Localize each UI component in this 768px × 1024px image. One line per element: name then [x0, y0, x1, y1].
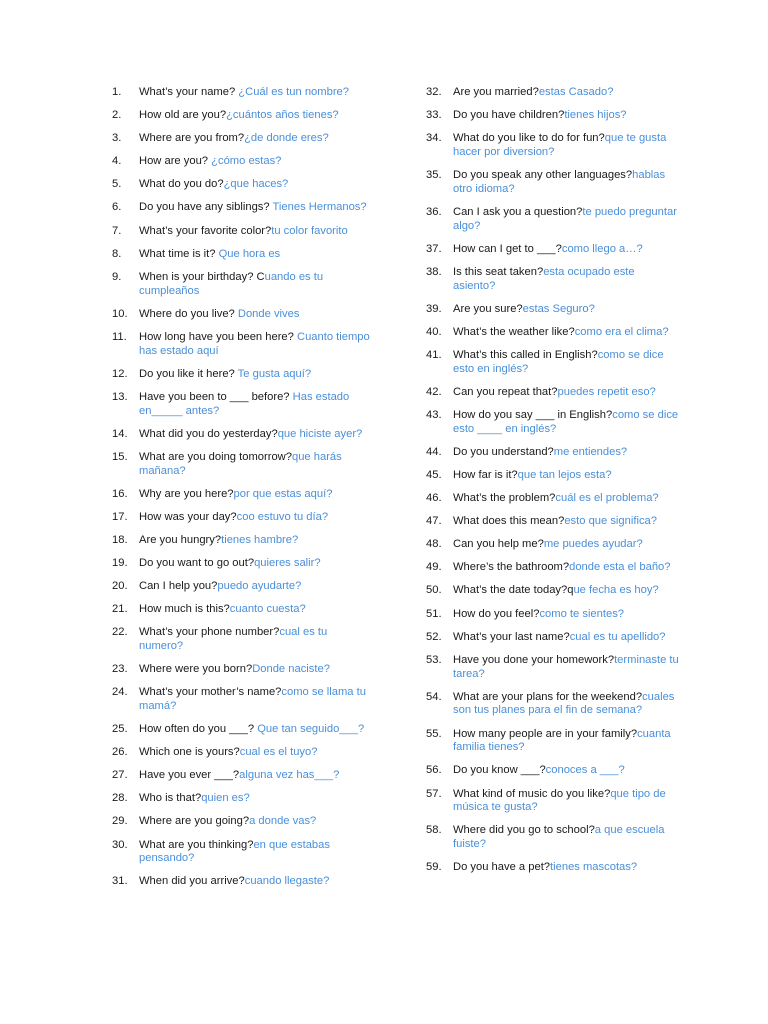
item-text [453, 538, 680, 552]
item-text [139, 428, 374, 442]
item-number: 5. [112, 178, 122, 191]
item-text [453, 492, 680, 506]
spanish-translation: como llego a…? [561, 242, 643, 255]
list-item [112, 557, 374, 571]
spanish-translation: que harás mañana? [139, 450, 342, 477]
item-text [139, 132, 374, 146]
list-item [426, 469, 680, 483]
english-question: What’s your phone number? [139, 626, 280, 639]
list-item [112, 603, 374, 617]
spanish-translation: me puedes ayudar? [543, 538, 643, 551]
item-text [453, 561, 680, 575]
english-question: Can you help me? [453, 538, 544, 551]
english-question: Where’s the bathroom? [453, 561, 570, 574]
item-number: 3. [112, 132, 122, 145]
english-question: Are you sure? [453, 302, 523, 315]
item-text [453, 86, 680, 100]
item-text [453, 584, 680, 598]
english-question: Where did you go to school? [453, 824, 595, 837]
item-number: 23. [112, 663, 128, 676]
english-question: How are you? [139, 155, 212, 168]
english-question: What time is it? [139, 247, 219, 260]
item-text [139, 603, 374, 617]
item-text [453, 409, 680, 437]
item-text [139, 201, 374, 215]
english-question: Where are you going? [139, 815, 250, 828]
item-text [139, 557, 374, 571]
english-question: What does this mean? [453, 515, 565, 528]
english-question: What’s the date today?q [453, 584, 574, 597]
item-text [453, 788, 680, 816]
english-question: How was your day? [139, 510, 237, 523]
spanish-translation: estas Seguro? [522, 302, 595, 315]
item-number: 35. [426, 169, 442, 182]
spanish-translation: a donde vas? [249, 815, 317, 828]
list-item [426, 326, 680, 340]
english-question: How can I get to ___? [453, 242, 562, 255]
item-text [139, 663, 374, 677]
right-column [426, 86, 680, 884]
list-item [426, 691, 680, 719]
item-number: 25. [112, 723, 128, 736]
list-item [112, 815, 374, 829]
item-number: 53. [426, 653, 442, 666]
english-question: Where do you live? [139, 307, 238, 320]
spanish-translation: hablas otro idioma? [453, 169, 666, 195]
item-number: 22. [112, 626, 128, 639]
item-number: 40. [426, 325, 442, 338]
spanish-translation: coo estuvo tu día? [236, 510, 329, 523]
list-item [426, 788, 680, 816]
item-text [139, 626, 374, 654]
english-question: Do you speak any other languages? [453, 169, 633, 182]
spanish-translation: cual es tu apellido? [569, 630, 666, 643]
item-text [139, 271, 374, 299]
item-number: 46. [426, 492, 442, 505]
spanish-translation: que hiciste ayer? [277, 427, 363, 440]
item-text [139, 368, 374, 382]
spanish-translation: como era el clima? [574, 325, 669, 338]
english-question: Are you married? [453, 86, 539, 98]
list-item [112, 769, 374, 783]
english-question: What are you thinking? [139, 838, 254, 851]
list-item [112, 723, 374, 737]
spanish-translation: tienes hijos? [564, 109, 627, 122]
list-item [426, 492, 680, 506]
item-text [139, 792, 374, 806]
item-number: 26. [112, 746, 128, 759]
item-text [139, 746, 374, 760]
spanish-translation: terminaste tu tarea? [453, 653, 679, 680]
item-text [453, 824, 680, 852]
english-question: When is your birthday? C [139, 270, 265, 283]
item-text [139, 839, 374, 867]
list-item [112, 155, 374, 169]
english-question: What are you doing tomorrow? [139, 450, 292, 463]
english-question: Do you have children? [453, 109, 565, 122]
item-number: 18. [112, 533, 128, 546]
item-text [453, 631, 680, 645]
item-number: 30. [112, 838, 128, 851]
spanish-translation: conoces a ___? [545, 764, 625, 777]
item-number: 11. [112, 330, 127, 343]
list-item [112, 580, 374, 594]
english-question: How long have you been here? [139, 330, 297, 343]
item-number: 44. [426, 445, 442, 458]
item-text [453, 349, 680, 377]
english-question: What do you like to do for fun? [453, 132, 605, 145]
list-item [426, 243, 680, 257]
item-number: 58. [426, 824, 442, 837]
spanish-translation: cuando llegaste? [244, 875, 330, 888]
english-question: How often do you ___? [139, 723, 258, 736]
list-item [426, 169, 680, 197]
item-text [139, 178, 374, 192]
item-text [453, 243, 680, 257]
item-number: 59. [426, 861, 442, 874]
spanish-translation: te puedo preguntar algo? [453, 205, 677, 232]
list-item [112, 428, 374, 442]
list-item [112, 792, 374, 806]
item-number: 29. [112, 815, 128, 828]
list-item [112, 86, 374, 100]
spanish-translation: cuanta familia tienes? [453, 727, 671, 754]
english-question: What’s your mother’s name? [139, 686, 282, 699]
item-text [453, 728, 680, 756]
spanish-translation: Cuanto tiempo has estado aquí [139, 330, 370, 357]
spanish-translation: ¿Cuál es tun nombre? [238, 86, 349, 98]
english-question: What do you do? [139, 178, 224, 191]
item-text [453, 386, 680, 400]
item-number: 31. [112, 875, 128, 888]
english-question: What’s your name? [139, 86, 239, 98]
spanish-translation: cuales son tus planes para el fin de semana? [453, 690, 675, 717]
spanish-translation: como se dice esto ____ en inglés? [453, 409, 679, 435]
item-text [453, 169, 680, 197]
spanish-translation: que tipo de música te gusta? [453, 787, 666, 814]
spanish-translation: quien es? [201, 792, 250, 805]
item-number: 32. [426, 86, 442, 98]
english-question: What did you do yesterday? [139, 427, 278, 440]
list-item [112, 178, 374, 192]
english-question: How do you feel? [453, 607, 540, 620]
item-number: 51. [426, 607, 442, 620]
spanish-translation: ¿que haces? [223, 178, 289, 191]
list-item [426, 608, 680, 622]
item-text [139, 488, 374, 502]
english-question: Do you like it here? [139, 367, 238, 380]
list-item [426, 824, 680, 852]
spanish-translation: cuál es el problema? [555, 492, 659, 505]
spanish-translation: Te gusta aquí? [237, 367, 312, 380]
list-item [426, 266, 680, 294]
list-item [426, 861, 680, 875]
item-text [139, 155, 374, 169]
english-question: Which one is yours? [139, 746, 240, 759]
item-number: 33. [426, 109, 442, 122]
spanish-translation: ¿cuántos años tienes? [226, 109, 339, 122]
item-number: 19. [112, 556, 128, 569]
spanish-translation: como se llama tu mamá? [139, 686, 366, 712]
item-number: 15. [112, 450, 128, 463]
spanish-translation: esto que significa? [564, 515, 657, 528]
spanish-translation: a que escuela fuiste? [453, 824, 665, 851]
item-number: 14. [112, 427, 128, 440]
spanish-translation: ¿cómo estas? [211, 155, 282, 168]
item-text [139, 225, 374, 239]
english-question: How do you say ___ in English? [453, 409, 613, 422]
list-item [426, 728, 680, 756]
item-text [453, 515, 680, 529]
list-item [112, 109, 374, 123]
item-text [139, 815, 374, 829]
spanish-translation: donde esta el baño? [569, 561, 671, 574]
list-item [426, 303, 680, 317]
list-item [112, 248, 374, 262]
list-item [426, 515, 680, 529]
english-question: Do you have any siblings? [139, 201, 273, 214]
item-text [453, 206, 680, 234]
item-number: 42. [426, 385, 442, 398]
list-item [112, 875, 374, 889]
item-number: 8. [112, 247, 122, 260]
list-item [112, 511, 374, 525]
english-question: What’s the problem? [453, 492, 556, 505]
spanish-translation: Donde naciste? [252, 663, 330, 676]
item-text [453, 109, 680, 123]
english-question: Have you been to ___ before? [139, 390, 293, 403]
list-item [112, 201, 374, 215]
list-item [426, 654, 680, 682]
item-number: 47. [426, 515, 442, 528]
list-item [112, 663, 374, 677]
item-number: 48. [426, 538, 442, 551]
item-number: 10. [112, 307, 128, 320]
left-column [112, 86, 374, 898]
item-text [453, 861, 680, 875]
list-item [426, 631, 680, 645]
english-question: How much is this? [139, 603, 230, 616]
item-text [139, 308, 374, 322]
item-text [139, 769, 374, 783]
item-number: 55. [426, 727, 442, 740]
english-question: How old are you? [139, 109, 227, 122]
english-question: What’s the weather like? [453, 325, 575, 338]
item-text [453, 764, 680, 778]
english-question: Where were you born? [139, 663, 253, 676]
item-number: 24. [112, 686, 128, 699]
item-text [139, 86, 374, 100]
list-item [426, 446, 680, 460]
item-text [453, 446, 680, 460]
english-question: Do you know ___? [453, 764, 546, 777]
english-question: What kind of music do you like? [453, 787, 611, 800]
english-question: Where are you from? [139, 132, 245, 145]
spanish-translation: en que estabas pensando? [139, 838, 330, 865]
spanish-translation: puedes repetit eso? [557, 385, 656, 398]
list-item [426, 206, 680, 234]
spanish-translation: por que estas aquí? [233, 487, 333, 500]
item-number: 43. [426, 409, 442, 422]
spanish-translation: esta ocupado este asiento? [453, 265, 635, 292]
english-question: Have you done your homework? [453, 653, 615, 666]
item-number: 34. [426, 132, 442, 145]
item-text [139, 534, 374, 548]
english-question: How many people are in your family? [453, 727, 638, 740]
item-number: 49. [426, 561, 442, 574]
spanish-translation: cual es el tuyo? [239, 746, 318, 759]
item-number: 45. [426, 469, 442, 481]
spanish-translation: ¿de donde eres? [244, 132, 329, 145]
list-item [426, 538, 680, 552]
english-question: Can I ask you a question? [453, 205, 583, 218]
spanish-translation: que tan lejos esta? [517, 469, 612, 481]
item-text [453, 654, 680, 682]
item-number: 6. [112, 201, 122, 214]
item-number: 4. [112, 155, 122, 168]
item-number: 16. [112, 487, 128, 500]
english-question: What’s this called in English? [453, 349, 598, 362]
item-number: 20. [112, 579, 128, 592]
english-question: What are your plans for the weekend? [453, 690, 643, 703]
item-number: 7. [112, 224, 122, 237]
spanish-translation: cuanto cuesta? [229, 603, 306, 616]
item-text [139, 391, 374, 419]
spanish-translation: puedo ayudarte? [217, 579, 302, 592]
spanish-translation: Donde vives [237, 307, 300, 320]
list-item [112, 626, 374, 654]
english-question: Are you hungry? [139, 533, 222, 546]
item-number: 2. [112, 109, 122, 122]
list-item [112, 331, 374, 359]
spanish-translation: tienes mascotas? [550, 861, 638, 874]
spanish-translation: estas Casado? [538, 86, 614, 98]
spanish-translation: quieres salir? [254, 556, 321, 569]
item-number: 50. [426, 584, 442, 597]
item-text [453, 266, 680, 294]
item-number: 13. [112, 390, 128, 403]
spanish-translation: Tienes Hermanos? [272, 201, 367, 214]
spanish-translation: me entiendes? [553, 445, 628, 458]
item-number: 37. [426, 242, 442, 255]
list-item [426, 132, 680, 160]
item-number: 21. [112, 603, 128, 616]
english-question: When did you arrive? [139, 875, 245, 888]
spanish-translation: alguna vez has___? [239, 769, 340, 782]
spanish-translation: Que hora es [218, 247, 281, 260]
spanish-translation: que te gusta hacer por diversion? [453, 132, 667, 158]
item-number: 12. [112, 367, 128, 380]
item-text [139, 580, 374, 594]
english-question: Who is that? [139, 792, 202, 805]
list-item [112, 534, 374, 548]
list-item [426, 561, 680, 575]
item-number: 38. [426, 265, 442, 278]
list-item [112, 839, 374, 867]
list-item [426, 386, 680, 400]
item-text [139, 723, 374, 737]
item-number: 17. [112, 510, 128, 523]
item-text [139, 511, 374, 525]
english-question: Have you ever ___? [139, 769, 240, 782]
item-text [139, 451, 374, 479]
item-number: 36. [426, 205, 442, 218]
item-number: 54. [426, 690, 442, 703]
list-item [426, 349, 680, 377]
item-text [139, 109, 374, 123]
list-item [112, 132, 374, 146]
english-question: Why are you here? [139, 487, 234, 500]
list-item [426, 109, 680, 123]
spanish-translation: cual es tu numero? [139, 626, 328, 652]
english-question: What’s your last name? [453, 630, 570, 643]
spanish-translation: como se dice esto en inglés? [453, 349, 664, 375]
item-number: 57. [426, 787, 442, 800]
list-item [112, 368, 374, 382]
list-item [112, 225, 374, 239]
item-text [453, 326, 680, 340]
english-question: How far is it? [453, 469, 518, 481]
list-item [112, 488, 374, 502]
item-text [139, 331, 374, 359]
list-item [112, 451, 374, 479]
english-question: Can you repeat that? [453, 385, 558, 398]
item-text [453, 132, 680, 160]
list-item [426, 409, 680, 437]
item-text [453, 608, 680, 622]
item-number: 52. [426, 630, 442, 643]
spanish-translation: tienes hambre? [221, 533, 299, 546]
spanish-translation: ue fecha es hoy? [573, 584, 659, 597]
item-number: 56. [426, 764, 442, 777]
list-item [112, 391, 374, 419]
spanish-translation: Has estado en_____ antes? [139, 390, 350, 417]
item-text [139, 248, 374, 262]
spanish-translation: Que tan seguido___? [257, 723, 365, 736]
list-item [112, 746, 374, 760]
item-text [139, 686, 374, 714]
spanish-translation: uando es tu cumpleaños [139, 270, 324, 297]
english-question: Do you have a pet? [453, 861, 551, 874]
item-text [453, 469, 680, 483]
item-number: 41. [426, 349, 442, 362]
list-item [112, 308, 374, 322]
item-text [453, 691, 680, 719]
list-item [426, 86, 680, 100]
english-question: Do you want to go out? [139, 556, 255, 569]
spanish-translation: tu color favorito [271, 224, 348, 237]
english-question: Do you understand? [453, 445, 554, 458]
spanish-translation: como te sientes? [539, 607, 625, 620]
list-item [112, 686, 374, 714]
item-text [139, 875, 374, 889]
list-item [426, 764, 680, 778]
item-number: 27. [112, 769, 128, 782]
english-question: Can I help you? [139, 579, 218, 592]
english-question: Is this seat taken? [453, 265, 544, 278]
list-item [112, 271, 374, 299]
item-number: 39. [426, 302, 442, 315]
item-number: 9. [112, 270, 122, 283]
list-item [426, 584, 680, 598]
english-question: What’s your favorite color? [139, 224, 272, 237]
item-number: 28. [112, 792, 128, 805]
item-text [453, 303, 680, 317]
item-number: 1. [112, 86, 122, 98]
